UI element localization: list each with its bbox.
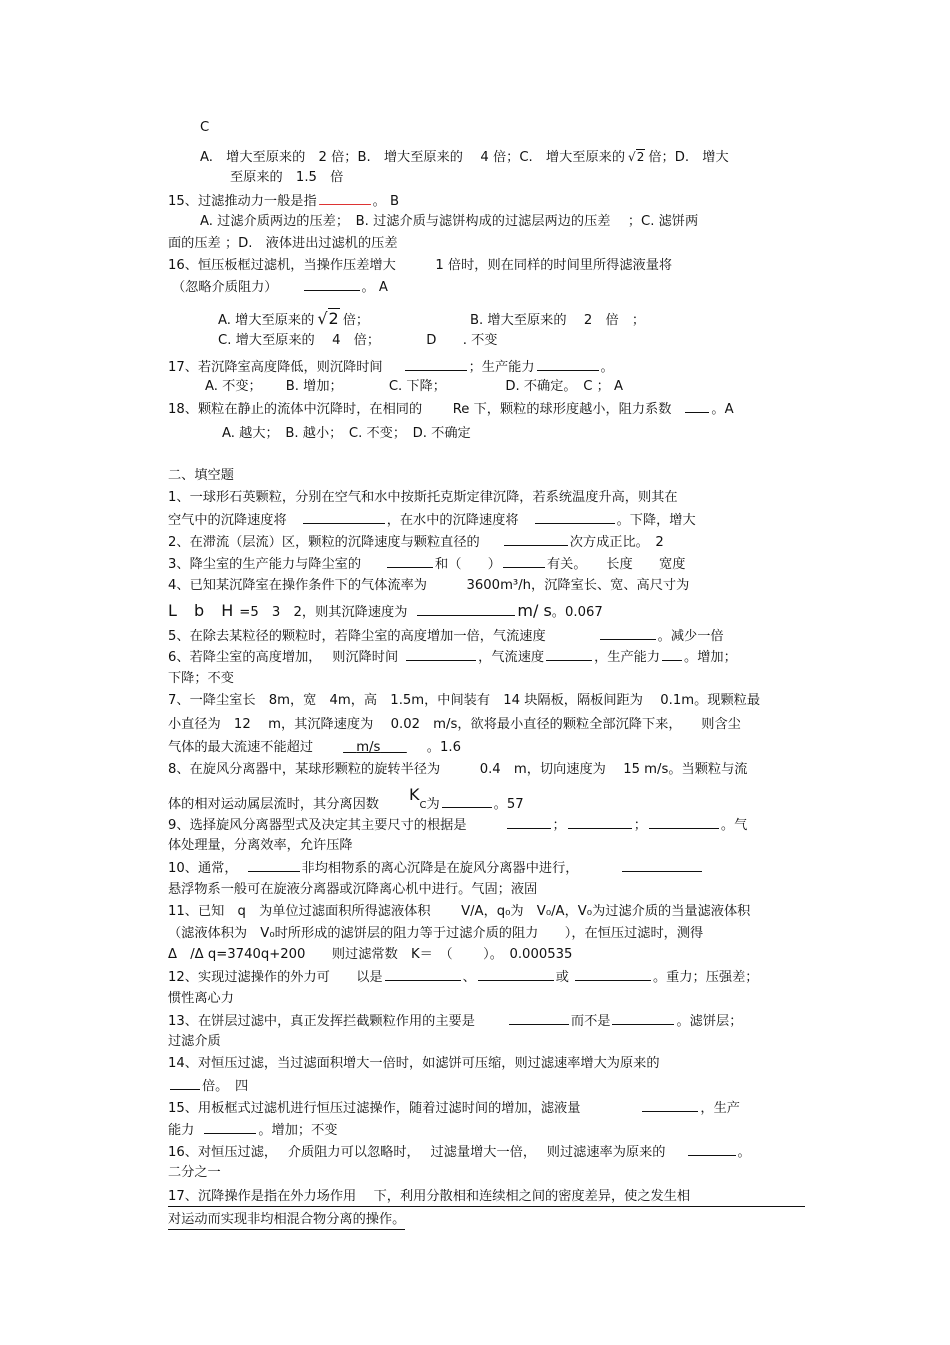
- f13-blank-2: [612, 1012, 674, 1025]
- f9-blank-2: [568, 816, 632, 829]
- f13-blank-1: [509, 1012, 569, 1025]
- f12-blank-3: [575, 968, 651, 981]
- f8-line1: 8、在旋风分离器中，某球形颗粒的旋转半径为 0.4 m，切向速度为 15 m/s。当颗粒与流: [168, 762, 748, 777]
- f12-line1: 12、实现过滤操作的外力可 以是 、 或 。重力；压强差；: [168, 970, 759, 985]
- f16-line2: 二分之一: [168, 1165, 221, 1180]
- f7-blank: m/s: [356, 740, 381, 755]
- f14-line2: 倍。 四: [168, 1077, 248, 1096]
- q17-options: A. 不变； B. 增加； C. 下降； D. 不确定。 C ； A: [205, 379, 624, 394]
- section-heading-fill-in: 二、填空题: [168, 468, 234, 483]
- f11-line1: 11、已知 q 为单位过滤面积所得滤液体积 V/A，q₀为 V₀/A，V₀为过滤介质的当量滤液体积: [168, 904, 751, 919]
- f8-line2: 体的相对运动属层流时，其分离因数KC为 。57: [168, 785, 524, 812]
- f16-blank: [688, 1143, 736, 1156]
- f14-line1: 14、对恒压过滤，当过滤面积增大一倍时，如滤饼可压缩，则过滤速率增大为原来的: [168, 1056, 660, 1071]
- f5-line: 5、在除去某粒径的颗粒时，若降尘室的高度增加一倍，气流速度 。减少一倍: [168, 629, 724, 644]
- f13-line1: 13、在饼层过滤中，真正发挥拦截颗粒作用的主要是 而不是 。滤饼层；: [168, 1014, 743, 1029]
- f4-line2: L b H=5 3 2，则其沉降速度为 m/ s。0.067: [168, 601, 603, 620]
- f9-blank-1: [507, 816, 551, 829]
- q15-options-line2: 面的压差 ；D. 液体进出过滤机的压差: [168, 236, 398, 251]
- q16-option-a: A. 增大至原来的 √2 倍；: [218, 309, 370, 328]
- q16-question: 16、恒压板框过滤机，当操作压差增大 1 倍时，则在同样的时间里所得滤液量将: [168, 258, 673, 273]
- f6-blank-3: [662, 648, 682, 661]
- q16-options-cd: C. 增大至原来的 4 倍； D . 不变: [218, 333, 498, 348]
- f10-blank-1: [248, 859, 300, 872]
- q17-blank-1: [405, 358, 467, 371]
- f6-line1: 6、若降尘室的高度增加， 则沉降时间 ，气流速度 ，生产能力 。增加；: [168, 650, 737, 665]
- f8-blank: [442, 795, 492, 808]
- f11-line2: （滤液体积为 V₀时所形成的滤饼层的阻力等于过滤介质的阻力 ），在恒压过滤时，测得: [168, 926, 704, 941]
- f11-line3: Δ /Δ q=3740q+200 则过滤常数 K＝ （ ）。 0.000535: [168, 947, 573, 962]
- f5-blank: [600, 627, 656, 640]
- q17-question: 17、若沉降室高度降低，则沉降时间 ；生产能力 。: [168, 360, 614, 375]
- f13-line2: 过滤介质: [168, 1034, 221, 1049]
- q18-blank: [685, 400, 709, 413]
- f3-blank-2: [503, 555, 545, 568]
- f10-line2: 悬浮物系一般可在旋液分离器或沉降离心机中进行。气固；液固: [168, 882, 538, 897]
- f3-line: 3、降尘室的生产能力与降尘室的 和（ ） 有关。 长度 宽度: [168, 557, 686, 572]
- q16-option-b: B. 增大至原来的 2 倍 ；: [470, 313, 646, 328]
- f2-blank: [504, 533, 568, 546]
- f15-line2: 能力 。增加；不变: [168, 1123, 338, 1138]
- f6-line2: 下降；不变: [168, 671, 234, 686]
- sqrt2-symbol: √2: [317, 309, 339, 328]
- f9-line2: 体处理量，分离效率，允许压降: [168, 838, 353, 853]
- q15-options-line1: A. 过滤介质两边的压差； B. 过滤介质与滤饼构成的过滤层两边的压差 ；C. 滤饼两: [200, 214, 699, 229]
- f4-blank: [417, 603, 515, 616]
- f3-blank-1: [387, 555, 433, 568]
- q16-question-line2: （忽略介质阻力） 。 A: [172, 280, 388, 295]
- f7-line2: 小直径为 12 m，其沉降速度为 0.02 m/s，欲将最小直径的颗粒全部沉降下来， 则含尘: [168, 717, 741, 732]
- f6-blank-2: [546, 648, 592, 661]
- f16-line1: 16、对恒压过滤， 介质阻力可以忽略时， 过滤量增大一倍， 则过滤速率为原来的 。: [168, 1145, 751, 1160]
- sqrt2-symbol: √2: [628, 150, 645, 164]
- q16-blank: [304, 278, 360, 291]
- q18-options: A. 越大； B. 越小； C. 不变； D. 不确定: [222, 426, 471, 441]
- f12-line2: 惯性离心力: [168, 991, 234, 1006]
- f9-blank-3: [649, 816, 719, 829]
- f12-blank-2: [478, 968, 554, 981]
- f10-blank-2: [622, 859, 702, 872]
- f12-blank-1: [385, 968, 461, 981]
- f10-line1: 10、通常， 非均相物系的离心沉降是在旋风分离器中进行，: [168, 859, 704, 878]
- f14-blank: [170, 1077, 200, 1090]
- q17-blank-2: [537, 358, 599, 371]
- f7-line3: 气体的最大流速不能超过 m/s 。1.6: [168, 740, 461, 755]
- q15-question: 15、过滤推动力一般是指 。 B: [168, 194, 400, 209]
- f17-line2: 对运动而实现非均相混合物分离的操作。: [168, 1211, 405, 1230]
- f6-blank-1: [406, 648, 476, 661]
- f17-line1: 17、沉降操作是指在外力场作用 下，利用分散相和连续相之间的密度差异，使之发生相: [168, 1188, 805, 1207]
- f2-line: 2、在滞流（层流）区，颗粒的沉降速度与颗粒直径的 次方成正比。 2: [168, 535, 664, 550]
- q14-options-line1: A. 增大至原来的 2 倍；B. 增大至原来的 4 倍；C. 增大至原来的 √2 倍；D. 增大: [200, 150, 729, 165]
- f15-blank-2: [204, 1121, 256, 1134]
- f1-line1: 1、一球形石英颗粒，分别在空气和水中按斯托克斯定律沉降，若系统温度升高，则其在: [168, 490, 678, 505]
- f7-line1: 7、一降尘室长 8m，宽 4m，高 1.5m，中间装有 14 块隔板，隔板间距为 0.1m。现颗粒最: [168, 693, 761, 708]
- q18-question: 18、颗粒在静止的流体中沉降时，在相同的 Re 下，颗粒的球形度越小，阻力系数 。A: [168, 402, 734, 417]
- f15-line1: 15、用板框式过滤机进行恒压过滤操作，随着过滤时间的增加，滤液量 ，生产: [168, 1101, 740, 1116]
- q14-options-line2: 至原来的 1.5 倍: [230, 170, 344, 185]
- f15-blank-1: [642, 1099, 698, 1112]
- f1-line2: 空气中的沉降速度将 ，在水中的沉降速度将 。下降，增大: [168, 513, 696, 528]
- previous-answer: C: [200, 120, 210, 135]
- f9-line1: 9、选择旋风分离器型式及决定其主要尺寸的根据是 ； ； 。气: [168, 818, 748, 833]
- q15-blank: [319, 192, 371, 205]
- f1-blank-2: [535, 511, 615, 524]
- f4-line1: 4、已知某沉降室在操作条件下的气体流率为 3600m³/h，沉降室长、宽、高尺寸为: [168, 578, 690, 593]
- f1-blank-1: [303, 511, 385, 524]
